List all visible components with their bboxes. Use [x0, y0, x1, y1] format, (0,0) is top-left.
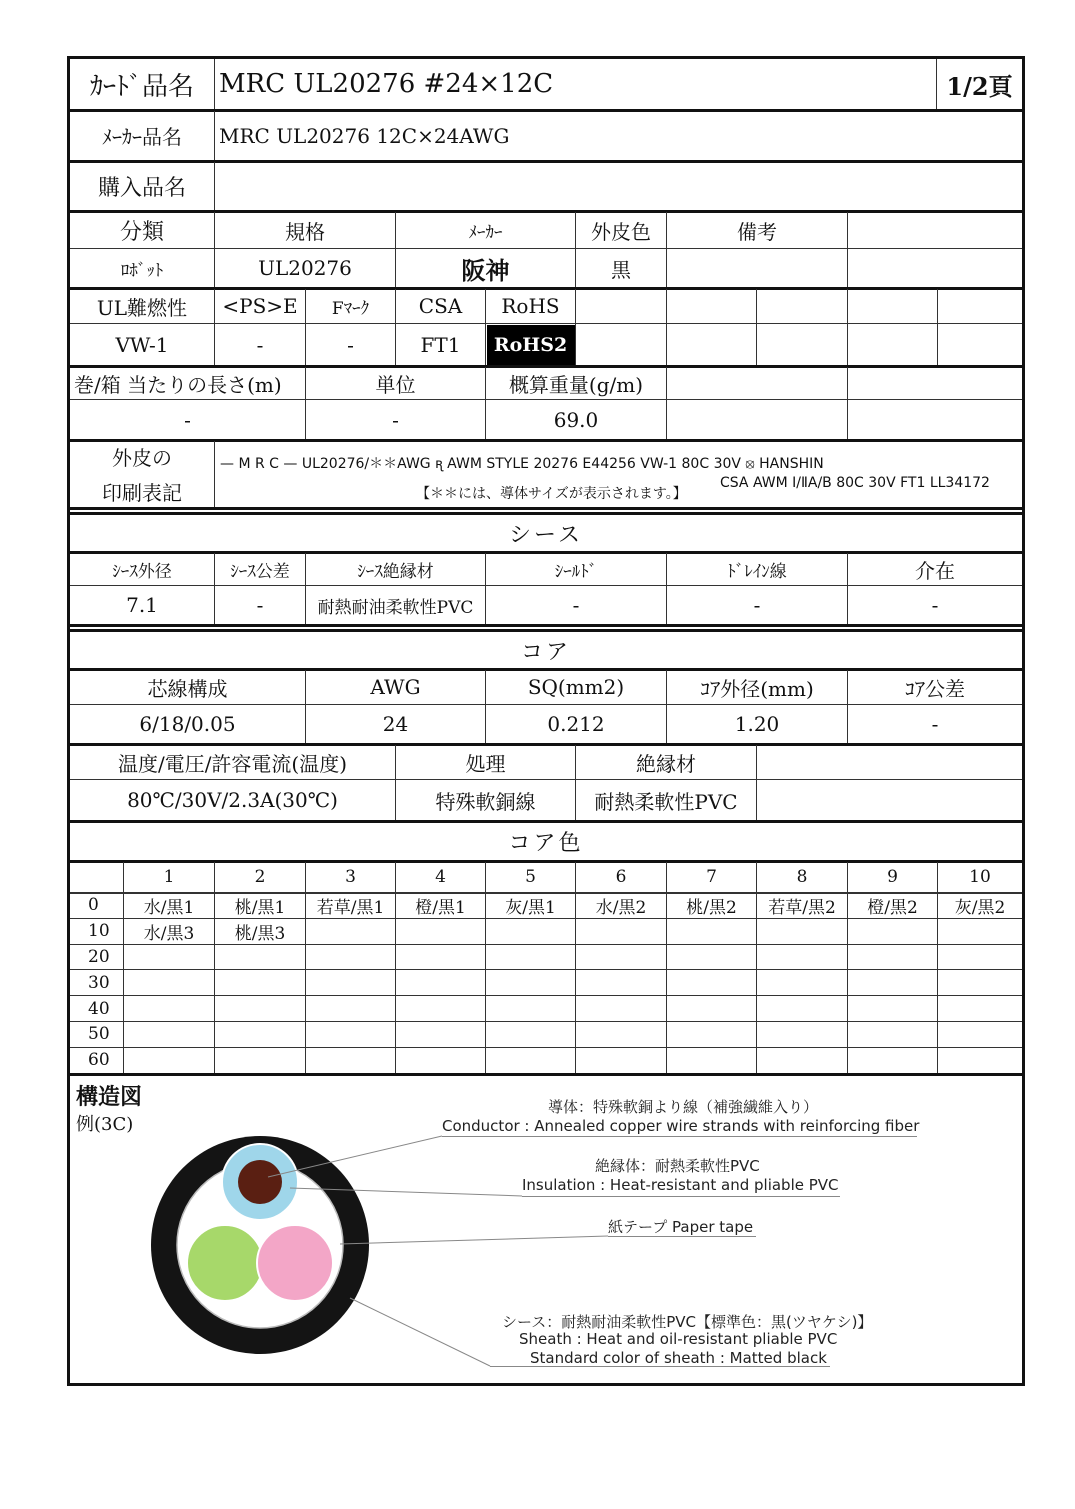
spec-sheet — [67, 56, 1025, 1386]
core-color-row — [70, 970, 1022, 995]
page-number: 1/2頁 — [946, 71, 1013, 101]
purchase-name-row — [70, 162, 1022, 211]
sheath-material-header: ｼｰｽ絶縁材 — [306, 553, 486, 585]
core-color-header-row — [70, 862, 1022, 892]
core-color-row — [70, 1048, 1022, 1073]
core-od-header: ｺｱ外径(mm) — [667, 670, 848, 704]
printing-line-2: 【＊＊には、導体サイズが表示されます。】 — [416, 486, 687, 502]
maker-header: ﾒｰｶｰ — [396, 212, 576, 248]
core-color-cell — [396, 970, 486, 995]
core-color-row — [70, 996, 1022, 1021]
core-color-cell — [396, 1022, 486, 1047]
core-color-column-header: 4 — [396, 862, 486, 892]
core-color-cell — [396, 1048, 486, 1073]
core-color-cell — [306, 1048, 396, 1073]
blank-cell — [667, 400, 848, 439]
core-color-cell — [306, 945, 396, 970]
remarks-value — [667, 249, 848, 287]
core-2-insulation — [187, 1225, 263, 1301]
card-name-row — [70, 59, 1022, 109]
core-color-cell — [757, 1048, 848, 1073]
rating-values — [70, 780, 1022, 820]
sq-header: SQ(mm2) — [486, 670, 667, 704]
sheath-color-header: 外皮色 — [576, 212, 667, 248]
core-color-cell — [938, 945, 1022, 970]
core-color-cell — [124, 945, 215, 970]
printing-label-1: 外皮の — [112, 446, 172, 470]
rohs-badge: RoHS2 — [487, 325, 575, 365]
rohs-cell — [486, 324, 576, 365]
length-header-label: 巻/箱 当たりの長さ(m) — [70, 367, 306, 399]
core-color-cell — [938, 1022, 1022, 1047]
core-color-cell — [396, 945, 486, 970]
insulation-en: Insulation : Heat-resistant and pliable PVC — [522, 1176, 839, 1194]
core-color-cell — [848, 919, 938, 944]
sheath-values — [70, 586, 1022, 624]
core-color-row-label: 20 — [70, 945, 124, 970]
core-color-cell — [757, 919, 848, 944]
blank-cell — [576, 324, 667, 365]
rating-value: 80℃/30V/2.3A(30℃) — [70, 780, 396, 820]
core-header — [70, 670, 1022, 704]
maker-value: 阪神 — [396, 249, 576, 287]
core-color-cell — [124, 970, 215, 995]
length-header — [70, 367, 1022, 399]
core-color-cell — [576, 970, 667, 995]
blank-cell — [757, 289, 848, 323]
core-color-cell — [667, 1048, 757, 1073]
sheath-color-value: 黒 — [576, 249, 667, 287]
standards-header — [70, 289, 1022, 323]
core-color-cell — [938, 996, 1022, 1021]
core-color-row-label: 40 — [70, 996, 124, 1021]
core-color-cell — [306, 996, 396, 1021]
sheath-jp: シース：耐熱耐油柔軟性PVC【標準色：黒(ツヤケシ)】 — [502, 1313, 873, 1331]
purchase-name-label: 購入品名 — [70, 162, 215, 211]
core-color-cell — [667, 945, 757, 970]
blank-cell — [848, 400, 1022, 439]
core-color-cell — [757, 945, 848, 970]
core-color-table — [70, 862, 1022, 1073]
core-3-insulation — [257, 1225, 333, 1301]
core-tol-header: ｺｱ公差 — [905, 676, 965, 701]
blank-cell — [938, 324, 1022, 365]
standard-header: 規格 — [215, 212, 396, 248]
structure-example: 例(3C) — [76, 1114, 134, 1135]
blank-cell — [848, 289, 938, 323]
core-color-cell — [667, 919, 757, 944]
blank-cell — [848, 249, 1022, 287]
printing-label-2: 印刷表記 — [102, 481, 182, 505]
ul-flame-value: VW-1 — [70, 324, 215, 365]
core-color-cell: 橙/黒2 — [848, 893, 938, 918]
core-color-column-header: 7 — [667, 862, 757, 892]
core-color-cell — [215, 1048, 306, 1073]
paper-tape-label: 紙テープ Paper tape — [608, 1218, 754, 1236]
maker-name-label: ﾒｰｶｰ品名 — [70, 111, 215, 160]
core-color-column-header: 6 — [576, 862, 667, 892]
csa-header: CSA — [396, 289, 486, 323]
classification-header — [70, 212, 1022, 248]
card-name-value: MRC UL20276 #24×12C — [215, 59, 937, 109]
pse-header: <PS>E — [215, 289, 306, 323]
core-color-cell — [215, 970, 306, 995]
pse-value: - — [215, 324, 306, 365]
sheath-od-header: ｼｰｽ外径 — [70, 553, 215, 585]
leader-paper — [340, 1236, 608, 1244]
blank-cell — [70, 862, 124, 892]
core-color-cell: 灰/黒2 — [954, 897, 1006, 918]
core-color-cell: 灰/黒1 — [486, 893, 576, 918]
core-color-row-label: 30 — [70, 970, 124, 995]
blank-cell — [757, 780, 1022, 820]
core-color-cell: 水/黒2 — [576, 893, 667, 918]
csa-value: FT1 — [396, 324, 486, 365]
core-color-cell — [576, 919, 667, 944]
blank-cell — [757, 324, 848, 365]
core-color-row-label: 10 — [70, 919, 124, 944]
printing-label — [70, 441, 215, 507]
core-color-cell — [486, 1022, 576, 1047]
core-tol-value: - — [931, 712, 939, 736]
leader-sheath — [350, 1298, 490, 1366]
treatment-header: 処理 — [396, 745, 576, 779]
core-color-cell: 若草/黒2 — [757, 893, 848, 918]
core-color-cell: 桃/黒2 — [667, 893, 757, 918]
category-header: 分類 — [70, 212, 215, 248]
insulation-jp: 絶縁体：耐熱柔軟性PVC — [595, 1157, 760, 1175]
structure-title: 構造図 — [76, 1085, 143, 1110]
insulation-underline — [522, 1196, 840, 1197]
core-color-column-header: 1 — [124, 862, 215, 892]
sheath-color-en: Standard color of sheath : Matted black — [530, 1349, 827, 1367]
filler-value: - — [931, 593, 939, 617]
core-color-cell: 水/黒3 — [124, 919, 215, 944]
blank-cell — [938, 289, 1022, 323]
core-color-cell — [757, 1022, 848, 1047]
core-color-column-header: 10 — [969, 867, 991, 887]
standard-value: UL20276 — [215, 249, 396, 287]
printing-line-1: — M R C — UL20276/＊＊AWG ꭆ AWM STYLE 20276 E44256 VW-1 80C 30V ⦻ HANSHIN — [220, 456, 824, 472]
core-color-cell — [124, 1022, 215, 1047]
sheath-header — [70, 553, 1022, 585]
sq-value: 0.212 — [486, 705, 667, 743]
core-color-cell — [215, 996, 306, 1021]
awg-value: 24 — [306, 705, 486, 743]
purchase-name-value — [215, 162, 1022, 211]
core-color-cell — [396, 996, 486, 1021]
core-color-cell — [848, 1022, 938, 1047]
filler-header: 介在 — [915, 558, 955, 583]
core-color-cell — [396, 919, 486, 944]
core-color-cell — [576, 996, 667, 1021]
core-color-cell — [757, 996, 848, 1021]
rating-header — [70, 745, 1022, 779]
length-values — [70, 400, 1022, 439]
f-mark-value: - — [306, 324, 396, 365]
core-color-column-header: 5 — [486, 862, 576, 892]
awg-header: AWG — [306, 670, 486, 704]
unit-value: - — [306, 400, 486, 439]
weight-header: 概算重量(g/m) — [486, 367, 667, 399]
rohs-header: RoHS — [486, 289, 576, 323]
core-color-cell: 水/黒1 — [124, 893, 215, 918]
sheath-tol-header: ｼｰｽ公差 — [215, 553, 306, 585]
length-value: - — [70, 400, 306, 439]
insulation-value: 耐熱柔軟性PVC — [576, 780, 757, 820]
core-section-title: コア — [520, 639, 571, 665]
core-color-section-title: コア色 — [508, 830, 584, 856]
core-color-cell — [667, 970, 757, 995]
core-color-cell — [848, 996, 938, 1021]
core-od-value: 1.20 — [667, 705, 848, 743]
core-color-cell — [215, 945, 306, 970]
blank-cell — [576, 289, 667, 323]
core-color-cell — [486, 970, 576, 995]
printing-line-3: CSA AWM I/ⅡA/B 80C 30V FT1 LL34172 — [720, 475, 990, 491]
core-1-conductor — [238, 1160, 282, 1204]
core-color-cell — [306, 1022, 396, 1047]
conductor-underline — [442, 1136, 917, 1137]
sheath-tol-value: - — [215, 586, 306, 624]
core-color-cell: 橙/黒1 — [396, 893, 486, 918]
rating-header-label: 温度/電圧/許容電流(温度) — [70, 745, 396, 779]
maker-name-row — [70, 111, 1022, 160]
blank-cell — [848, 324, 938, 365]
printing-row — [70, 441, 1022, 507]
structure-section — [70, 1076, 1022, 1383]
shield-value: - — [486, 586, 667, 624]
core-color-cell — [486, 1048, 576, 1073]
conductor-en: Conductor : Annealed copper wire strands with reinforcing fiber — [442, 1117, 920, 1135]
remarks-header: 備考 — [667, 212, 848, 248]
blank-cell — [667, 324, 757, 365]
sheath-section-title: シース — [509, 522, 583, 548]
sheath-material-value: 耐熱耐油柔軟性PVC — [306, 586, 486, 624]
blank-cell — [848, 367, 1022, 399]
conductor-jp: 導体：特殊軟銅より線（補強繊維入り） — [548, 1098, 819, 1116]
core-color-cell — [667, 1022, 757, 1047]
core-color-cell — [124, 1048, 215, 1073]
core-color-cell: 桃/黒1 — [215, 893, 306, 918]
insulation-header: 絶縁材 — [576, 745, 757, 779]
core-color-column-header: 9 — [848, 862, 938, 892]
core-color-cell — [848, 1048, 938, 1073]
core-construction-value: 6/18/0.05 — [70, 705, 306, 743]
weight-value: 69.0 — [486, 400, 667, 439]
core-color-row-label: 60 — [70, 1048, 124, 1073]
core-color-cell — [486, 945, 576, 970]
card-name-label: ｶｰﾄﾞ品名 — [70, 59, 215, 109]
core-color-row — [70, 945, 1022, 970]
core-color-column-header: 8 — [757, 862, 848, 892]
blank-cell — [667, 289, 757, 323]
core-color-column-header: 3 — [306, 862, 396, 892]
core-color-cell: 若草/黒1 — [306, 893, 396, 918]
classification-values — [70, 249, 1022, 287]
core-color-cell: 桃/黒3 — [215, 919, 306, 944]
core-color-row-label: 50 — [70, 1022, 124, 1047]
core-color-cell — [576, 945, 667, 970]
core-color-cell — [757, 970, 848, 995]
unit-header: 単位 — [306, 367, 486, 399]
treatment-value: 特殊軟銅線 — [396, 780, 576, 820]
core-color-cell — [124, 996, 215, 1021]
sheath-od-value: 7.1 — [70, 586, 215, 624]
core-color-cell — [486, 996, 576, 1021]
core-color-cell — [848, 970, 938, 995]
core-color-cell — [938, 970, 1022, 995]
f-mark-header: Fﾏｰｸ — [306, 289, 396, 323]
core-color-cell — [486, 919, 576, 944]
standards-values — [70, 324, 1022, 365]
core-color-row — [70, 1022, 1022, 1047]
category-value: ﾛﾎﾞｯﾄ — [70, 249, 215, 287]
maker-name-value: MRC UL20276 12C×24AWG — [219, 123, 510, 148]
core-color-row — [70, 919, 1022, 944]
sheath-en: Sheath : Heat and oil-resistant pliable PVC — [519, 1330, 838, 1348]
blank-cell — [667, 367, 848, 399]
shield-header: ｼｰﾙﾄﾞ — [486, 553, 667, 585]
drain-value: - — [667, 586, 848, 624]
blank-cell — [757, 745, 1022, 779]
ul-flame-header: UL難燃性 — [70, 289, 215, 323]
core-color-cell — [215, 1022, 306, 1047]
core-color-row-label: 0 — [70, 893, 124, 918]
core-color-cell — [576, 1022, 667, 1047]
core-color-cell — [306, 919, 396, 944]
drain-header: ﾄﾞﾚｲﾝ線 — [667, 553, 848, 585]
core-color-cell — [938, 1048, 1022, 1073]
core-color-cell — [576, 1048, 667, 1073]
core-construction-header: 芯線構成 — [70, 670, 306, 704]
core-color-row — [70, 893, 1022, 918]
core-color-cell — [848, 945, 938, 970]
core-color-cell — [667, 996, 757, 1021]
core-color-cell — [938, 919, 1022, 944]
core-color-cell — [306, 970, 396, 995]
core-values — [70, 705, 1022, 743]
core-color-column-header: 2 — [215, 862, 306, 892]
blank-cell — [848, 212, 1022, 248]
